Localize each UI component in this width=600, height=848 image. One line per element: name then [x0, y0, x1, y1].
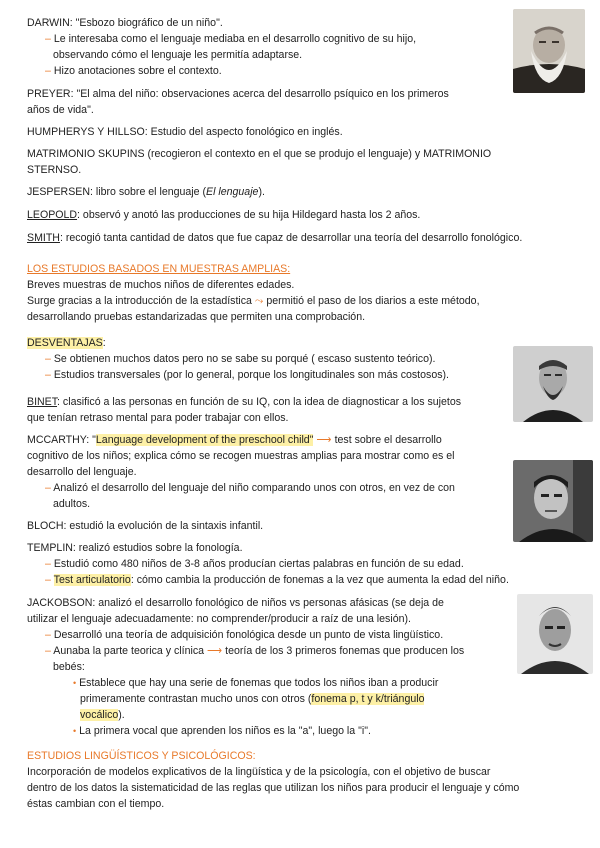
leopold-name: LEOPOLD — [27, 209, 78, 221]
linguisticos-line-1: Incorporación de modelos explicativos de la lingüística y de la psicología, con el objetivo de buscar — [27, 766, 491, 778]
section-heading-muestras-amplias: LOS ESTUDIOS BASADOS EN MUESTRAS AMPLIAS: — [27, 263, 291, 275]
darwin-bullet-1-cont: observando cómo el lenguaje les permitía adaptarse. — [53, 49, 303, 61]
skupins-line-2: STERNSO. — [27, 164, 82, 176]
arrow-icon: ⟶ — [206, 645, 223, 657]
jespersen-entry: JESPERSEN: libro sobre el lenguaje (El lenguaje). — [27, 186, 265, 198]
dash-bullet: – — [45, 645, 51, 657]
mccarthy-portrait-photo — [513, 460, 593, 542]
dash-bullet: – — [45, 33, 51, 45]
binet-portrait-photo — [513, 346, 593, 422]
preyer-line-1: PREYER: "El alma del niño: observaciones acerca del desarrollo psíquico en los primeros — [27, 88, 449, 100]
darwin-name: DARWIN — [27, 17, 70, 29]
jackobson-sub-bullet-1: • Establece que hay una serie de fonemas que todos los niños iban a producir — [73, 677, 439, 689]
amplias-line-3: desarrollando pruebas estandarizadas que permiten una comprobación. — [27, 311, 366, 323]
mccarthy-bullet-1-cont: adultos. — [53, 498, 91, 510]
fonema-highlight: fonema p, t y k/triángulo — [311, 693, 425, 705]
mccarthy-line-1: MCCARTHY: "Language development of the preschool child" ⟶ test sobre el desarrollo — [27, 434, 442, 446]
binet-line-2: que tenían retraso mental para poder trabajar con ellos. — [27, 412, 289, 424]
binet-name: BINET — [27, 396, 58, 408]
bloch-entry: BLOCH: estudió la evolución de la sintaxis infantil. — [27, 520, 264, 532]
templin-bullet-2: – Test articulatorio: cómo cambia la producción de fonemas a la vez que aumenta la edad del niño. — [45, 574, 509, 586]
preyer-line-2: años de vida". — [27, 104, 94, 116]
jackobson-sub-bullet-1-cont: primeramente contrastan mucho unos con otros (fonema p, t y k/triángulo — [80, 693, 425, 705]
humpherys-entry: HUMPHERYS Y HILLSO: Estudio del aspecto fonológico en inglés. — [27, 126, 343, 138]
dash-bullet: – — [45, 629, 51, 641]
templin-line-1: TEMPLIN: realizó estudios sobre la fonología. — [27, 542, 243, 554]
leopold-entry: LEOPOLD: observó y anotó las producciones de su hija Hildegard hasta los 2 años. — [27, 209, 421, 221]
desventajas-bullet-1: – Se obtienen muchos datos pero no se sabe su porqué ( escaso sustento teórico). — [45, 353, 436, 365]
templin-bullet-1: – Estudió como 480 niños de 3-8 años producían ciertas palabras en función de su edad. — [45, 558, 464, 570]
arrow-icon: ⟶ — [316, 434, 332, 446]
test-articulatorio-highlight: Test articulatorio — [53, 574, 131, 586]
skupins-line-1: MATRIMONIO SKUPINS (recogieron el contexto en el que se produjo el lenguaje) y MATRIMONIO — [27, 148, 492, 160]
mccarthy-bullet-1: – Analizó el desarrollo del lenguaje del niño comparando unos con otros, en vez de con — [45, 482, 455, 494]
mccarthy-line-2: cognitivo de los niños; explica cómo se recogen muestras amplias para mostrar como es el — [27, 450, 455, 462]
linguisticos-line-3: éstas cambian con el tiempo. — [27, 798, 165, 810]
binet-line-1: BINET: clasificó a las personas en función de su IQ, con la idea de diagnosticar a los sujetos — [27, 396, 462, 408]
jackobson-bullet-2-cont: bebés: — [53, 661, 85, 673]
darwin-bullet-1: – Le interesaba como el lenguaje mediaba en el desarrollo cognitivo de su hijo, — [45, 33, 417, 45]
dash-bullet: – — [45, 482, 51, 494]
smith-entry: SMITH: recogió tanta cantidad de datos que fue capaz de desarrollar una teoría del desarrollo fonológico. — [27, 232, 523, 244]
desventajas-heading: DESVENTAJAS: — [27, 337, 106, 349]
linguisticos-line-2: dentro de los datos la sistematicidad de las reglas que utilizan los niños para producir el lenguaje y cómo — [27, 782, 520, 794]
jackobson-sub-bullet-1-cont-2: vocálico). — [80, 709, 125, 721]
jespersen-book-title: El lenguaje — [206, 186, 259, 198]
amplias-line-2: Surge gracias a la introducción de la estadística ⤳ permitió el paso de los diarios a este método, — [27, 295, 480, 307]
dash-bullet: – — [45, 574, 51, 586]
mccarthy-line-3: desarrollo del lenguaje. — [27, 466, 137, 478]
darwin-portrait-photo — [513, 9, 585, 93]
dash-bullet: – — [45, 65, 51, 77]
smith-name: SMITH — [27, 232, 60, 244]
dash-bullet: – — [45, 558, 51, 570]
desventajas-bullet-2: – Estudios transversales (por lo general, porque los longitudinales son más costosos). — [45, 369, 449, 381]
section-heading-linguisticos: ESTUDIOS LINGÜÍSTICOS Y PSICOLÓGICOS: — [27, 750, 256, 762]
darwin-work: : "Esbozo biográfico de un niño". — [69, 17, 223, 29]
jackobson-sub-bullet-2: • La primera vocal que aprenden los niños es la "a", luego la "i". — [73, 725, 371, 737]
darwin-bullet-2: – Hizo anotaciones sobre el contexto. — [45, 65, 222, 77]
jackobson-bullet-2: – Aunaba la parte teorica y clínica ⟶ teoría de los 3 primeros fonemas que producen los — [45, 645, 465, 657]
jakobson-portrait-photo — [517, 594, 593, 674]
jackobson-line-1: JACKOBSON: analizó el desarrollo fonológico de niños vs personas afásicas (se deja de — [27, 597, 444, 609]
dot-bullet: • — [73, 726, 77, 736]
jackobson-bullet-1: – Desarrolló una teoría de adquisición fonológica desde un punto de vista lingüístico. — [45, 629, 444, 641]
amplias-line-1: Breves muestras de muchos niños de diferentes edades. — [27, 279, 295, 291]
jackobson-line-2: utilizar el lenguaje adecuadamente: no comprender/producir a raíz de una lesión). — [27, 613, 411, 625]
mccarthy-book-title: Language development of the preschool child" — [95, 434, 314, 446]
squiggle-arrow-icon: ⤳ — [254, 295, 264, 307]
dash-bullet: – — [45, 369, 51, 381]
darwin-entry — [27, 16, 223, 31]
dot-bullet: • — [73, 678, 77, 688]
dash-bullet: – — [45, 353, 51, 365]
